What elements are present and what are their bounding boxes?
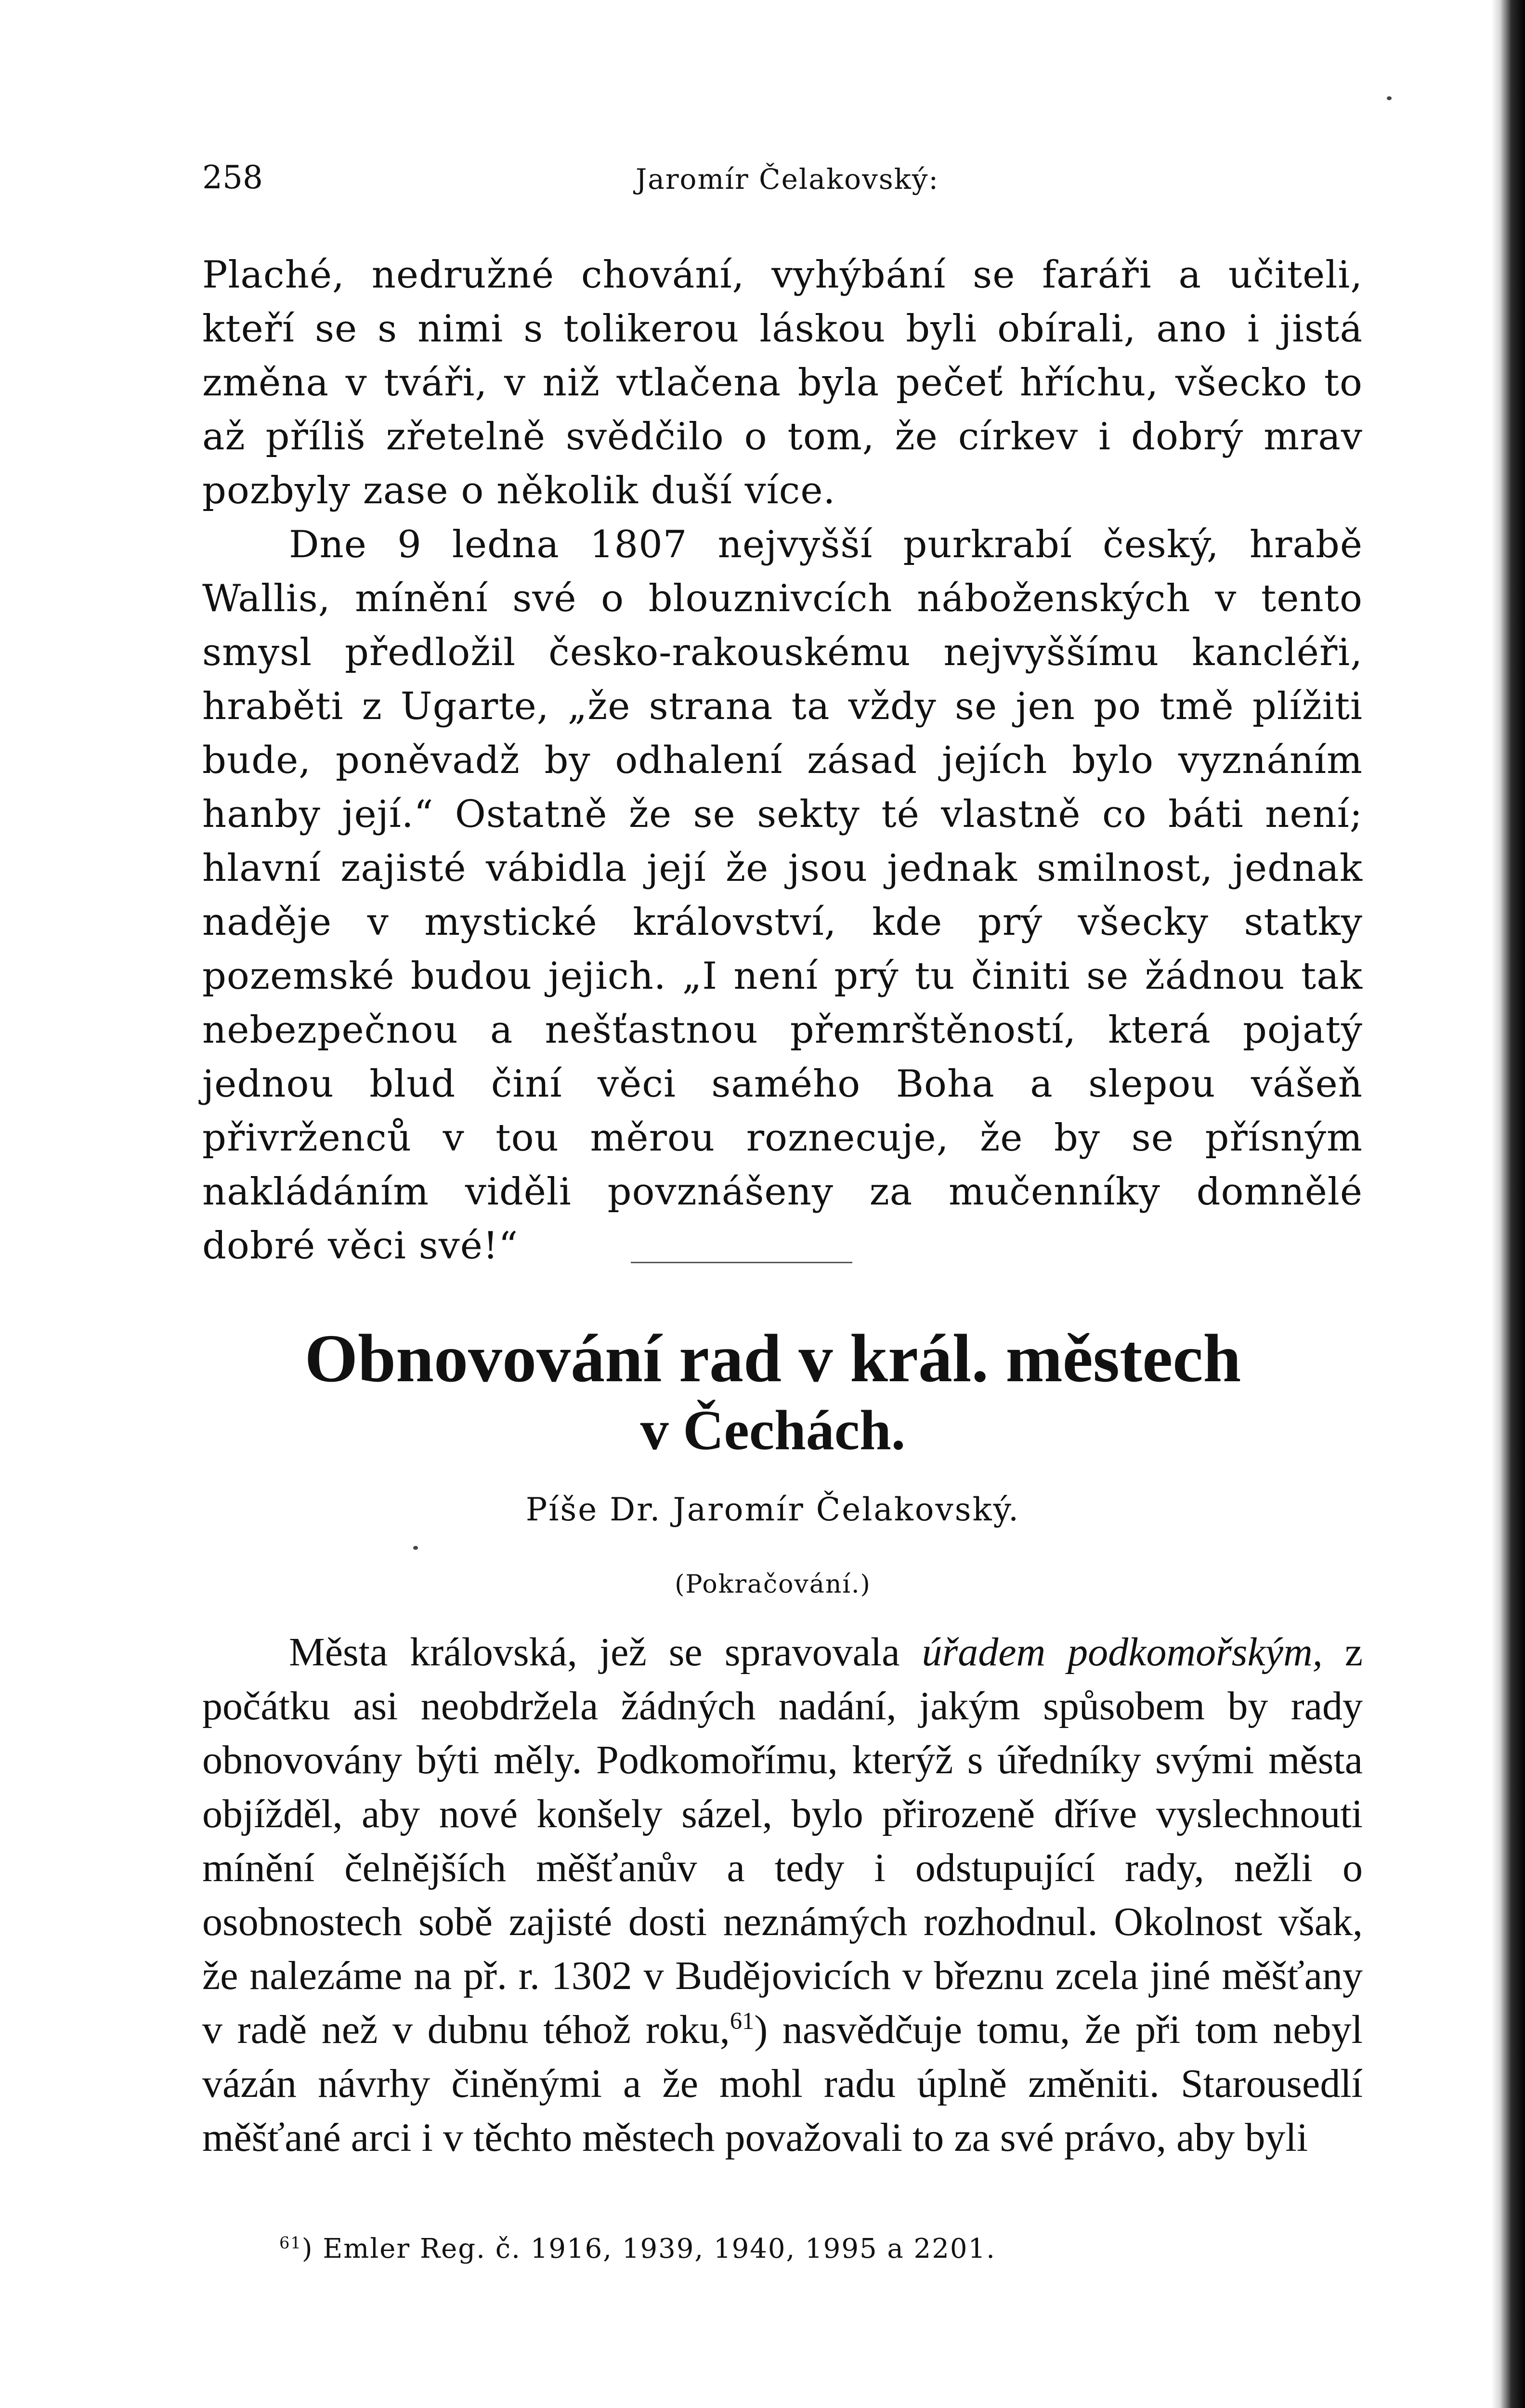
article-title: Obnovování rad v král. městech [304,1320,1241,1396]
article-body [202,1625,1363,2165]
article-byline: Píše Dr. Jaromír Čelakovský. [525,1491,1020,1528]
paragraph: Dne 9 ledna 1807 nejvyšší purkrabí český, hrabě Wallis, mínění své o blouznivcích náboženských v tento smysl předložil česko-rakouskému nejvyššímu kancléři, hraběti z Ugarte, „že strana ta vždy se jen po tmě plížiti bude, poněvadž by odhalení zásad jejích bylo vyznáním hanby její.“ Ostatně že se sekty té vlastně co báti není; hlavní zajisté vábidla její že jsou jednak smilnost, jednak naděje v mystické království, kde prý všecky statky pozemské budou jejich. „I není prý tu činiti se žádnou tak nebezpečnou a nešťastnou přemrštěností, která pojatý jednou blud činí věci samého Boha a slepou vášeň přivrženců v tou měrou roznecuje, že by se přísným nakládáním viděli povznášeny za mučenníky domnělé dobré věci své!“ [202,523,1363,1268]
scan-speck [1387,96,1392,100]
footnote-reference: 61 [730,2007,755,2034]
article-title-continued: v Čechách. [640,1399,906,1462]
first-section [202,248,1363,1273]
scan-speck [413,1546,418,1550]
scanned-page-edge [1491,0,1525,2408]
paragraph [202,1625,1363,2165]
footnote [279,2230,1363,2268]
section-divider [631,1262,852,1263]
body-text: z počátku asi neobdržela žádných nadání, jakým spůsobem by rady obnovovány býti měly. Podkomořímu, kterýž s úředníky svými města objížděl, aby nové konšely sázel, bylo přirozeně dříve vyslechnouti mínění čelnějších měšťanův a tedy i odstupující rady, nežli o osobnostech sobě zajisté dosti neznámých rozhodnul. Okolnost však, že nalezáme na př. r. 1302 v Budějovicích v březnu zcela jiné měšťany v radě než v dubnu téhož roku, [202,1630,1363,2052]
running-head: Jaromír Čelakovský: [636,163,939,196]
paragraph: Plaché, nedružné chování, vyhýbání se faráři a učiteli, kteří se s nimi s tolikerou láskou byli obírali, ano i jistá změna v tváři, v niž vtlačena byla pečeť hříchu, všecko to až příliš zřetelně svědčilo o tom, že církev i dobrý mrav pozbyly zase o několik duší více. [202,253,1363,512]
body-text: ) nasvědčuje tomu, že při tom nebyl vázán návrhy činěnými a že mohl radu úplně změniti. Starousedlí měšťané arci i v těchto městech považovali to za své právo, aby byli [202,2007,1363,2160]
page-header [202,159,1358,202]
body-italic-text: úřadem podkomořským, [922,1630,1323,1675]
continuation-note: (Pokračování.) [675,1570,871,1599]
footnote-marker: 61 [279,2233,302,2252]
footnote-text: ) Emler Reg. č. 1916, 1939, 1940, 1995 a 2201. [301,2233,996,2264]
page-number: 258 [202,159,263,196]
body-text: Města královská, jež se spravovala [289,1630,900,1675]
